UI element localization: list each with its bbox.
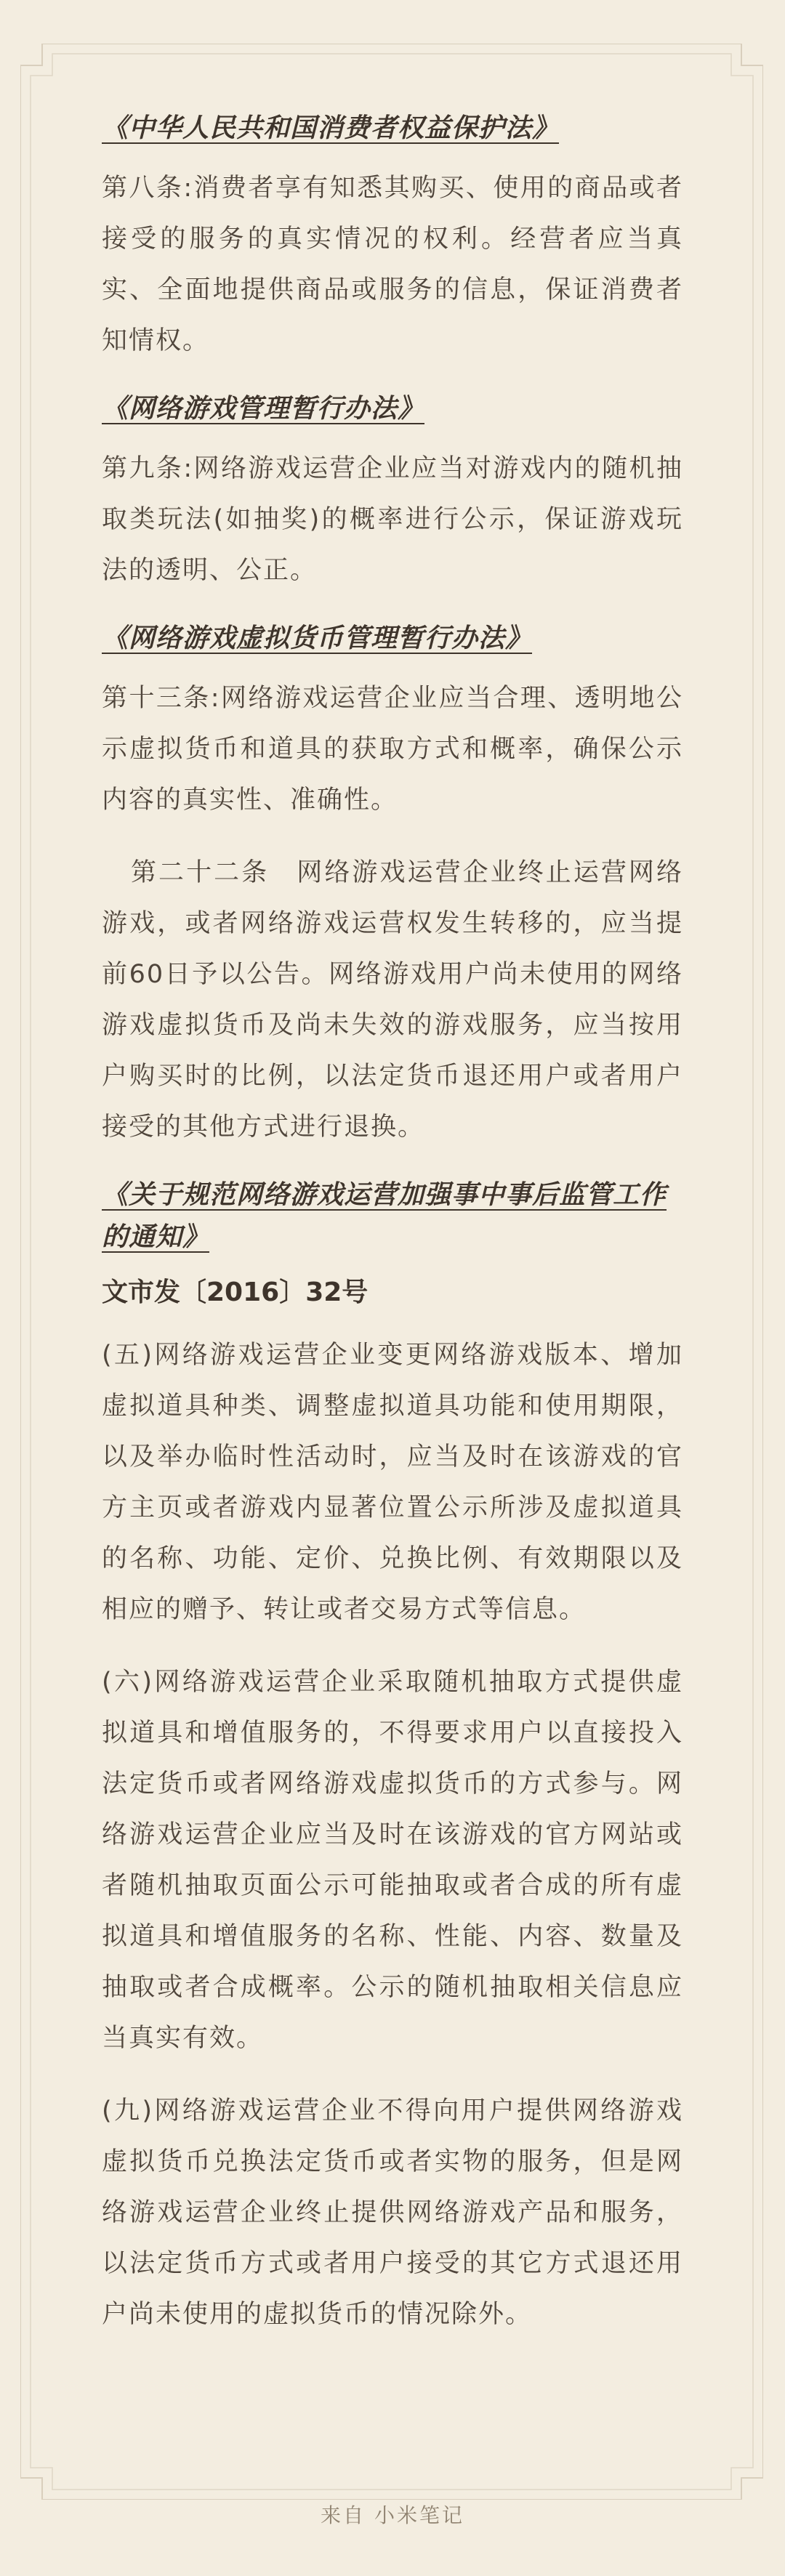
clause-5-paragraph: (五)网络游戏运营企业变更网络游戏版本、增加虚拟道具种类、调整虚拟道具功能和使用期限，以及举办临时性活动时，应当及时在该游戏的官方主页或者游戏内显著位置公示所涉及虚拟道具的名称、功能、定价、兑换比例、有效期限以及相应的赠予、转让或者交易方式等信息。 [102, 1341, 683, 1624]
law-title-supervision-notice: 《关于规范网络游戏运营加强事中事后监管工作的通知》 [102, 1180, 667, 1252]
law-title-online-game-regulation: 《网络游戏管理暂行办法》 [102, 394, 425, 424]
clause-6-paragraph: (六)网络游戏运营企业采取随机抽取方式提供虚拟道具和增值服务的，不得要求用户以直接投入法定货币或者网络游戏虚拟货币的方式参与。网络游戏运营企业应当及时在该游戏的官方网站或者随机抽取页面公示可能抽取或者合成的所有虚拟道具和增值服务的名称、性能、内容、数量及抽取或者合成概率。公示的随机抽取相关信息应当真实有效。 [102, 1668, 683, 2053]
document-number: 文市发〔2016〕32号 [102, 1277, 369, 1307]
article-13-paragraph: 第十三条:网络游戏运营企业应当合理、透明地公示虚拟货币和道具的获取方式和概率，确保公示内容的真实性、准确性。 [102, 684, 683, 815]
source-attribution: 来自 小米笔记 [321, 2503, 464, 2527]
law-title-virtual-currency-regulation: 《网络游戏虚拟货币管理暂行办法》 [102, 623, 533, 653]
law-title-consumer-protection: 《中华人民共和国消费者权益保护法》 [102, 113, 560, 143]
article-8-paragraph: 第八条:消费者享有知悉其购买、使用的商品或者接受的服务的真实情况的权利。经营者应当真实、全面地提供商品或服务的信息，保证消费者知情权。 [102, 174, 683, 355]
article-9-paragraph: 第九条:网络游戏运营企业应当对游戏内的随机抽取类玩法(如抽奖)的概率进行公示，保证游戏玩法的透明、公正。 [102, 454, 683, 585]
clause-9-paragraph: (九)网络游戏运营企业不得向用户提供网络游戏虚拟货币兑换法定货币或者实物的服务，但是网络游戏运营企业终止提供网络游戏产品和服务，以法定货币方式或者用户接受的其它方式退还用户尚未使用的虚拟货币的情况除外。 [102, 2096, 683, 2329]
article-22-paragraph: 第二十二条 网络游戏运营企业终止运营网络游戏，或者网络游戏运营权发生转移的，应当提前60日予以公告。网络游戏用户尚未使用的网络游戏虚拟货币及尚未失效的游戏服务，应当按用户购买时的比例，以法定货币退还用户或者用户接受的其他方式进行退换。 [102, 858, 683, 1142]
note-body [102, 108, 683, 2362]
